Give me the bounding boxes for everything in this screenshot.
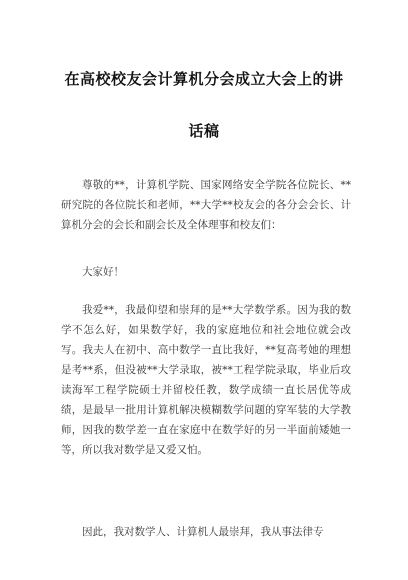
document-title-line-1: 在高校校友会计算机分会成立大会上的讲 xyxy=(64,70,344,88)
paragraph-body-1: 我爱**，我最仰望和崇拜的是**大学数学系。因为我的数学不怎么好，如果数学好，我的家庭地位和社会地位就会改写。我夫人在初中、高中数学一直比我好，**复高考她的理想是考**系，但没被**大学录取，被**工程学院录取，毕业后攻读海军工程学院硕士并留校任教，数学成绩一直长居优等成绩，是最早一批用计算机解决模糊数学问题的穿军装的大学教师，因我的数学差一直在家庭中在数学好的另一半面前矮她一等，所以我对数学是又爱又怕。 xyxy=(61,304,351,456)
paragraph-greeting: 大家好！ xyxy=(82,266,124,278)
paragraph-salutation: 尊敬的**，计算机学院、国家网络安全学院各位院长、**研究院的各位院长和老师，**大学**校友会的各分会会长、计算机分会的会长和副会长及全体理事和校友们： xyxy=(61,179,351,231)
document-title-line-2: 话稿 xyxy=(188,122,220,140)
paragraph-body-2: 因此，我对数学人、计算机人最崇拜，我从事法律专 xyxy=(82,526,324,538)
